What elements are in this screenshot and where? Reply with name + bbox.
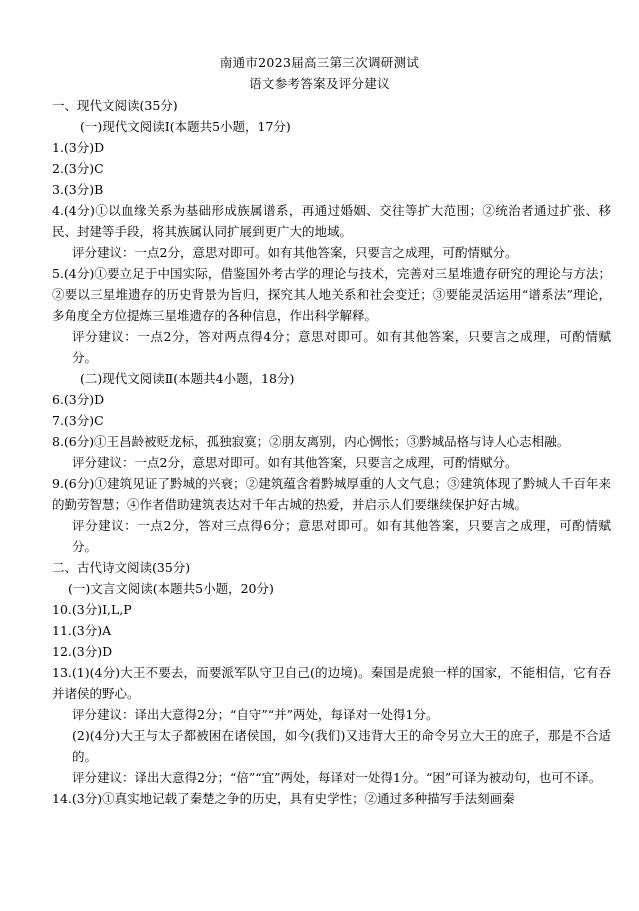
document-line: (2)(4分)大王与太子都被困在诸侯国，如今(我们)又违背大王的命令另立大王的庶子，那是不合适的。 xyxy=(72,728,611,764)
document-line: 12.(3分)D xyxy=(52,644,113,659)
document-line: 2.(3分)C xyxy=(52,161,104,176)
document-line: 评分建议：一点2分，意思对即可。如有其他答案，只要言之成理，可酌情赋分。 xyxy=(72,245,518,260)
document-line: 评分建议：一点2分，答对三点得6分；意思对即可。如有其他答案，只要言之成理，可酌情赋分。 xyxy=(72,518,611,554)
document-line: 评分建议：一点2分，答对两点得4分；意思对即可。如有其他答案，只要言之成理，可酌情赋分。 xyxy=(72,329,611,365)
document-line: (一)文言文阅读(本题共5小题，20分) xyxy=(68,581,274,596)
document-line: 二、古代诗文阅读(35分) xyxy=(52,560,191,575)
document-line: 评分建议：译出大意得2分；“倍”“宜”两处，每译对一处得1分。“困”可译为被动句，也可不译。 xyxy=(72,770,602,785)
document-line: 一、现代文阅读(35分) xyxy=(52,98,178,113)
document-line: 9.(6分)①建筑见证了黔城的兴衰；②建筑蕴含着黔城厚重的人文气息；③建筑体现了黔城人千百年来的勤劳智慧；④作者借助建筑表达对千年古城的热爱，并启示人们要继续保护好古城。 xyxy=(52,476,611,512)
document-subtitle: 语文参考答案及评分建议 xyxy=(249,76,390,91)
document-line: 10.(3分)I,L,P xyxy=(52,602,132,617)
document-line: (二)现代文阅读Ⅱ(本题共4小题，18分) xyxy=(80,371,295,386)
document-line: 4.(4分)①以血缘关系为基础形成族属谱系，再通过婚姻、交往等扩大范围；②统治者通过扩张、移民、封建等手段，将其族属认同扩展到更广大的地域。 xyxy=(52,203,611,239)
document-title: 南通市2023届高三第三次调研测试 xyxy=(219,55,420,70)
document-line: 评分建议：一点2分，意思对即可。如有其他答案，只要言之成理，可酌情赋分。 xyxy=(72,455,518,470)
document-line: 6.(3分)D xyxy=(52,392,105,407)
document-body xyxy=(52,95,611,809)
document-line: 评分建议：译出大意得2分；“自守”“并”两处，每译对一处得1分。 xyxy=(72,707,439,722)
document-line: 5.(4分)①要立足于中国实际，借鉴国外考古学的理论与技术，完善对三星堆遗存研究的理论与方法；②要以三星堆遗存的历史背景为旨归，探究其人地关系和社会变迁；③要能灵活运用“谱系法”理论，多角度全方位提炼三星堆遗存的各种信息，作出科学解释。 xyxy=(52,266,611,323)
document-line: (一)现代文阅读Ⅰ(本题共5小题，17分) xyxy=(80,119,291,134)
document-line: 13.(1)(4分)大王不要去，而要派军队守卫自己(的边境)。秦国是虎狼一样的国家，不能相信，它有吞并诸侯的野心。 xyxy=(52,665,611,701)
document-line: 11.(3分)A xyxy=(52,623,112,638)
document-line: 8.(6分)①王昌龄被贬龙标，孤独寂寞；②朋友离别，内心惆怅；③黔城品格与诗人心志相融。 xyxy=(52,434,570,449)
document-line: 3.(3分)B xyxy=(52,182,104,197)
document-line: 7.(3分)C xyxy=(52,413,104,428)
document-line: 14.(3分)①真实地记载了秦楚之争的历史，具有史学性；②通过多种描写手法刻画秦 xyxy=(52,791,515,806)
document-line: 1.(3分)D xyxy=(52,140,105,155)
